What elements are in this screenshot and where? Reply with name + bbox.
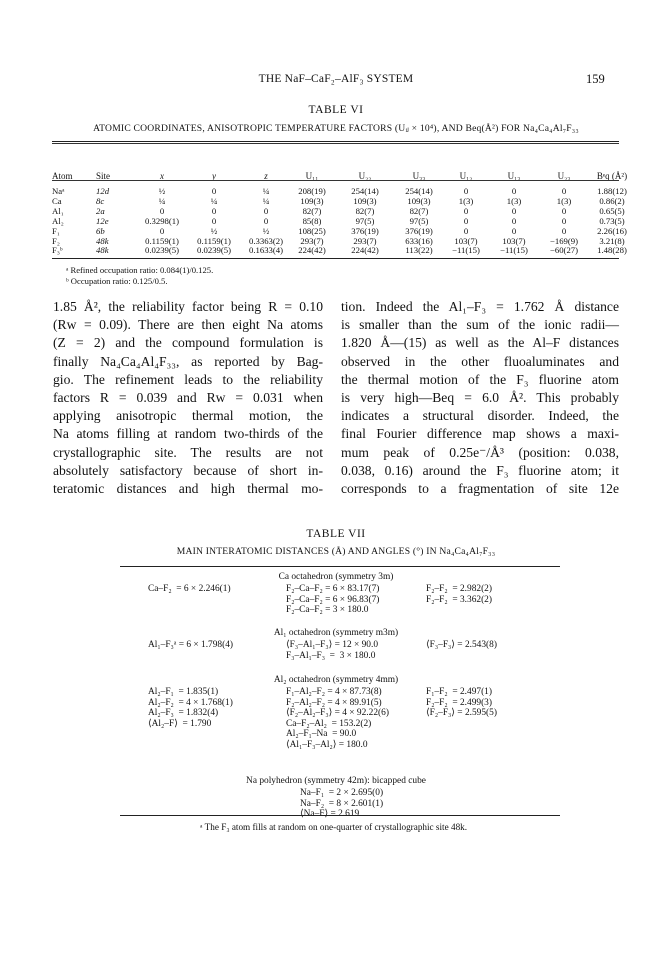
table6-cell: 224(42) (298, 245, 326, 256)
table6-cell: −60(27) (549, 245, 579, 256)
table6-cell: 97(5) (409, 215, 429, 226)
table7-center-entry: F₁–Al₂–F₂ = 4 × 87.73(8) (286, 687, 382, 697)
table6-cell: 0 (463, 225, 469, 236)
table7-footnote: ᵃ The F₃ atom fills at random on one-quarter of crystallographic site 48k. (200, 822, 468, 832)
table6-cell: 0 (463, 205, 469, 216)
table6-cell: 8c (96, 195, 105, 206)
body-column-left (53, 298, 323, 498)
table7-bottom-rule (120, 815, 560, 816)
table6-cell: 82(7) (409, 205, 429, 216)
body-line: teratomic distances and high thermal mo- (53, 481, 323, 497)
table6-cell: 48k (96, 235, 109, 246)
table6-cell: 0 (511, 225, 517, 236)
table7-right-entry: ⟨F₂–F₃⟩ = 2.595(5) (426, 708, 497, 719)
table6-cell: 0.65(5) (599, 205, 625, 216)
table6-cell: 82(7) (302, 205, 322, 216)
table6-cell: 0 (159, 225, 165, 236)
page-number: 159 (586, 72, 605, 86)
table6-cell: 108(25) (298, 225, 326, 236)
table6-top-rule (52, 141, 619, 142)
table6-cell: 0 (511, 205, 517, 216)
body-line: finally Na₄Ca₄Al₄F₃₃, as reported by Bag- (53, 353, 323, 369)
ca-octahedron-title: Ca octahedron (symmetry 3m) (278, 572, 394, 582)
table7-center-entry: Na–F₁ = 2 × 2.695(0) (300, 788, 384, 798)
table6-cell: 0 (561, 215, 567, 226)
table6-cell: −169(9) (549, 235, 579, 246)
table7-center-entry: Na–F₂ = 8 × 2.601(1) (300, 798, 384, 809)
table6-cell: 0.73(5) (599, 215, 625, 226)
table6-cell: 113(22) (405, 245, 433, 256)
table6-cell: ¼ (210, 195, 218, 206)
body-line: the thermal motion of the F₃ fluorine atom (341, 371, 619, 387)
table6-cell: 3.21(8) (599, 235, 625, 246)
table6-cell: 254(14) (351, 186, 379, 196)
table6-cell: −11(15) (500, 245, 528, 256)
table7-left-entry: ⟨Al₂–F⟩ = 1.790 (148, 718, 212, 729)
table7-center-entry: ⟨F₂–Al₂–F₃⟩ = 4 × 92.22(6) (286, 708, 389, 719)
table6-cell: Al₁ (52, 205, 64, 216)
table6-cell: 208(19) (298, 186, 326, 196)
body-line: corresponds to a fragmentation of site 12e (341, 481, 619, 497)
table6-cell: 103(7) (502, 235, 526, 246)
table6-cell: Ca (52, 195, 62, 206)
table6-cell: 0 (561, 205, 567, 216)
table6-cell: 1(3) (458, 195, 474, 206)
table6-cell: 103(7) (454, 235, 478, 246)
table6-cell: 0.3363(2) (248, 235, 284, 246)
table6-cell: 0 (211, 205, 217, 216)
table6-cell: 48k (96, 245, 109, 256)
table6-cell: ½ (158, 186, 166, 196)
table6-cell: 12e (96, 215, 109, 226)
table6-cell: 0.1159(1) (145, 235, 179, 246)
table6-label: TABLE VI (308, 104, 364, 116)
table7-left-entry: Ca–F₂ = 6 × 2.246(1) (148, 584, 231, 594)
table6-caption: ATOMIC COORDINATES, ANISOTROPIC TEMPERATURE FACTORS (Uᵢⱼ × 10⁴), AND Beq(Å²) FOR Na₄Ca₄Al₇F₃₃ (93, 123, 579, 134)
table6-cell: 254(14) (405, 186, 433, 196)
table7-top-rule (120, 566, 560, 567)
table6-header-cell: y (212, 171, 216, 181)
al1-octahedron-title: Al₁ octahedron (symmetry m3m) (273, 628, 399, 638)
table6-top-rule-2 (52, 143, 619, 144)
table6-cell: Naᵃ (52, 186, 65, 196)
body-line: gio. The refinement leads to the reliability (53, 371, 323, 387)
table7-right-entry: F₂–F₂ = 3.362(2) (426, 594, 492, 605)
table7-center-entry: F₃–Al₁–F₃ = 3 × 180.0 (286, 650, 376, 661)
table7-center-entry: ⟨Na–F⟩ = 2.619 (300, 809, 360, 820)
table6-cell: 1.88(12) (597, 186, 627, 196)
table6-cell: 2a (96, 205, 105, 216)
table6-cell: Al₂ (52, 215, 64, 226)
table6-header-cell: U₁₂ (459, 171, 473, 181)
table7-right-entry: F₂–F₂ = 2.499(3) (426, 697, 492, 708)
table6-cell: 1(3) (506, 195, 522, 206)
table7-center-entry: F₂–Ca–F₂ = 6 × 96.83(7) (286, 594, 380, 605)
table7-center-entry: F₂–Ca–F₂ = 6 × 83.17(7) (286, 584, 380, 594)
table6-cell: 2.26(16) (597, 225, 627, 236)
table6-cell: 0.1633(4) (248, 245, 284, 256)
table6-header-cell: U₁₁ (305, 171, 319, 181)
table6-cell: 0 (263, 205, 269, 216)
table7-center-entry: F₂–Al₂–F₂ = 4 × 89.91(5) (286, 697, 382, 708)
table7-left-entry: Al₂–F₃ = 1.832(4) (148, 708, 219, 719)
body-line: final Fourier difference map shows a maxi- (341, 426, 619, 442)
table7-center-entry: ⟨Al₁–F₃–Al₂⟩ = 180.0 (286, 740, 368, 750)
table6-cell: 97(5) (355, 215, 375, 226)
body-line: is very high—Beq = 6.0 Å². This probably (341, 390, 619, 406)
na-polyhedron-title: Na polyhedron (symmetry 42m): bicapped cube (246, 776, 426, 786)
table6-cell: ½ (262, 225, 270, 236)
table6-cell: −11(15) (452, 245, 480, 256)
table6-cell: ¼ (262, 186, 270, 196)
table7-label: TABLE VII (306, 528, 366, 540)
body-line: (Z = 2) and the compound formulation is (53, 335, 323, 351)
table6-cell: 633(16) (405, 235, 433, 246)
table6-cell: 0 (511, 186, 517, 196)
body-line: 1.85 Å², the reliability factor being R = 0.10 (53, 299, 323, 314)
table6-cell: 0 (263, 215, 269, 226)
table7-left-entry: Al₂–F₁ = 1.835(1) (148, 687, 219, 697)
table6-cell: 82(7) (355, 205, 375, 216)
table6-cell: ½ (210, 225, 218, 236)
table7-left-entry: Al₁–F₃ᵃ = 6 × 1.798(4) (148, 640, 234, 650)
body-line: mum peak of 0.25e⁻/Å³ (position: 0.038, (341, 444, 619, 460)
table6-cell: 293(7) (300, 235, 324, 246)
table6-footnote-a: ᵃ Refined occupation ratio: 0.084(1)/0.125. (66, 265, 214, 275)
table6-header-cell: U₁₃ (507, 171, 521, 181)
table6-cell: 0 (463, 186, 469, 196)
table7-caption: MAIN INTERATOMIC DISTANCES (Å) AND ANGLES (°) IN Na₄Ca₄Al₇F₃₃ (176, 546, 496, 557)
table7-center-entry: Ca–F₂–Al₂ = 153.2(2) (286, 718, 372, 729)
table7-right-entry: ⟨F₃–F₃⟩ = 2.543(8) (426, 640, 497, 650)
table6-cell: 0.0239(5) (144, 245, 180, 256)
body-line: tion. Indeed the Al₁–F₃ = 1.762 Å distance (341, 299, 619, 314)
table6-cell: 109(3) (300, 195, 324, 206)
table6-footnote-b: ᵇ Occupation ratio: 0.125/0.5. (66, 276, 168, 286)
table6-header-cell: x (160, 171, 164, 181)
table6-cell: 0 (511, 215, 517, 226)
table6-cell: 0 (159, 205, 165, 216)
table6-cell: 224(42) (351, 245, 379, 256)
table7-center-entry: ⟨F₃–Al₁–F₃⟩ = 12 × 90.0 (286, 640, 379, 650)
table6-cell: 0.3298(1) (144, 215, 180, 226)
table6-header-cell: U₃₃ (412, 171, 426, 181)
table7-right-entry: F₂–F₂ = 2.982(2) (426, 584, 492, 594)
table6-cell: 109(3) (353, 195, 377, 206)
table6-cell: 0 (211, 186, 217, 196)
table7-center-entry: F₂–Ca–F₂ = 3 × 180.0 (286, 605, 369, 616)
table6-cell: 293(7) (353, 235, 377, 246)
table6-cell: F₂ (52, 235, 60, 246)
table7-center-entry: Al₂–F₁–Na = 90.0 (286, 729, 357, 740)
table6-cell: F₃ᵇ (52, 245, 63, 256)
table7-left-entry: Al₂–F₂ = 4 × 1.768(1) (148, 697, 233, 708)
body-line: observed in the other fluoaluminates and (341, 353, 619, 369)
body-line: absolutely satisfactory because of short in- (53, 462, 323, 478)
body-line: 1.820 Å—(15) as well as the Al–F distances (341, 335, 619, 351)
body-line: Na atoms filling at random two-thirds of the (53, 426, 323, 442)
table6-cell: 12d (96, 186, 110, 196)
table6-header-cell: U₂₃ (557, 171, 571, 181)
table6-cell: 0 (463, 215, 469, 226)
table6-cell: 109(3) (407, 195, 431, 206)
table6-header-cell: Site (96, 171, 111, 181)
table6-header-cell: z (264, 171, 268, 181)
body-column-right (341, 298, 619, 498)
table6-bottom-rule (52, 258, 619, 259)
al2-octahedron-title: Al₂ octahedron (symmetry 4mm) (273, 675, 399, 685)
body-line: (Rw = 0.09). There are then eight Na atoms (53, 317, 323, 333)
table6-cell: 0 (561, 225, 567, 236)
table6-cell: 0 (561, 186, 567, 196)
table6-cell: ¼ (262, 195, 270, 206)
body-line: applying anisotropic thermal motion, the (53, 408, 323, 424)
table6-cell: 1.48(28) (597, 245, 627, 256)
table6-header-rule (52, 180, 619, 181)
body-line: 0.038, 0.16) around the F₃ fluorine atom; it (341, 462, 619, 478)
body-line: is smaller than the sum of the ionic radii— (341, 317, 619, 333)
table6-header-cell: U₂₂ (358, 171, 372, 181)
body-line: indicates a structural disorder. Indeed, the (341, 408, 619, 424)
table6-cell: F₁ (52, 225, 60, 236)
table6-cell: 0.0239(5) (196, 245, 232, 256)
table6-cell: 376(19) (351, 225, 379, 236)
table6-cell: 0 (211, 215, 217, 226)
table6-cell: 85(8) (302, 215, 322, 226)
body-line: factors R = 0.039 and Rw = 0.031 when (53, 390, 323, 406)
body-line: crystallographic site. The results are not (53, 444, 323, 460)
running-title: THE NaF–CaF₂–AlF₃ SYSTEM (258, 73, 414, 85)
table7-right-entry: F₁–F₂ = 2.497(1) (426, 687, 492, 697)
table6-cell: 0.1159(1) (197, 235, 231, 246)
table6-header-cell: Bᵉq (Å²) (596, 171, 628, 181)
table6-cell: 0.86(2) (599, 195, 625, 206)
table6-cell: 376(19) (405, 225, 433, 236)
table6-cell: 1(3) (556, 195, 572, 206)
table6-cell: ¼ (158, 195, 166, 206)
table6-cell: 6b (96, 225, 105, 236)
table6-header-cell: Atom (52, 171, 73, 181)
